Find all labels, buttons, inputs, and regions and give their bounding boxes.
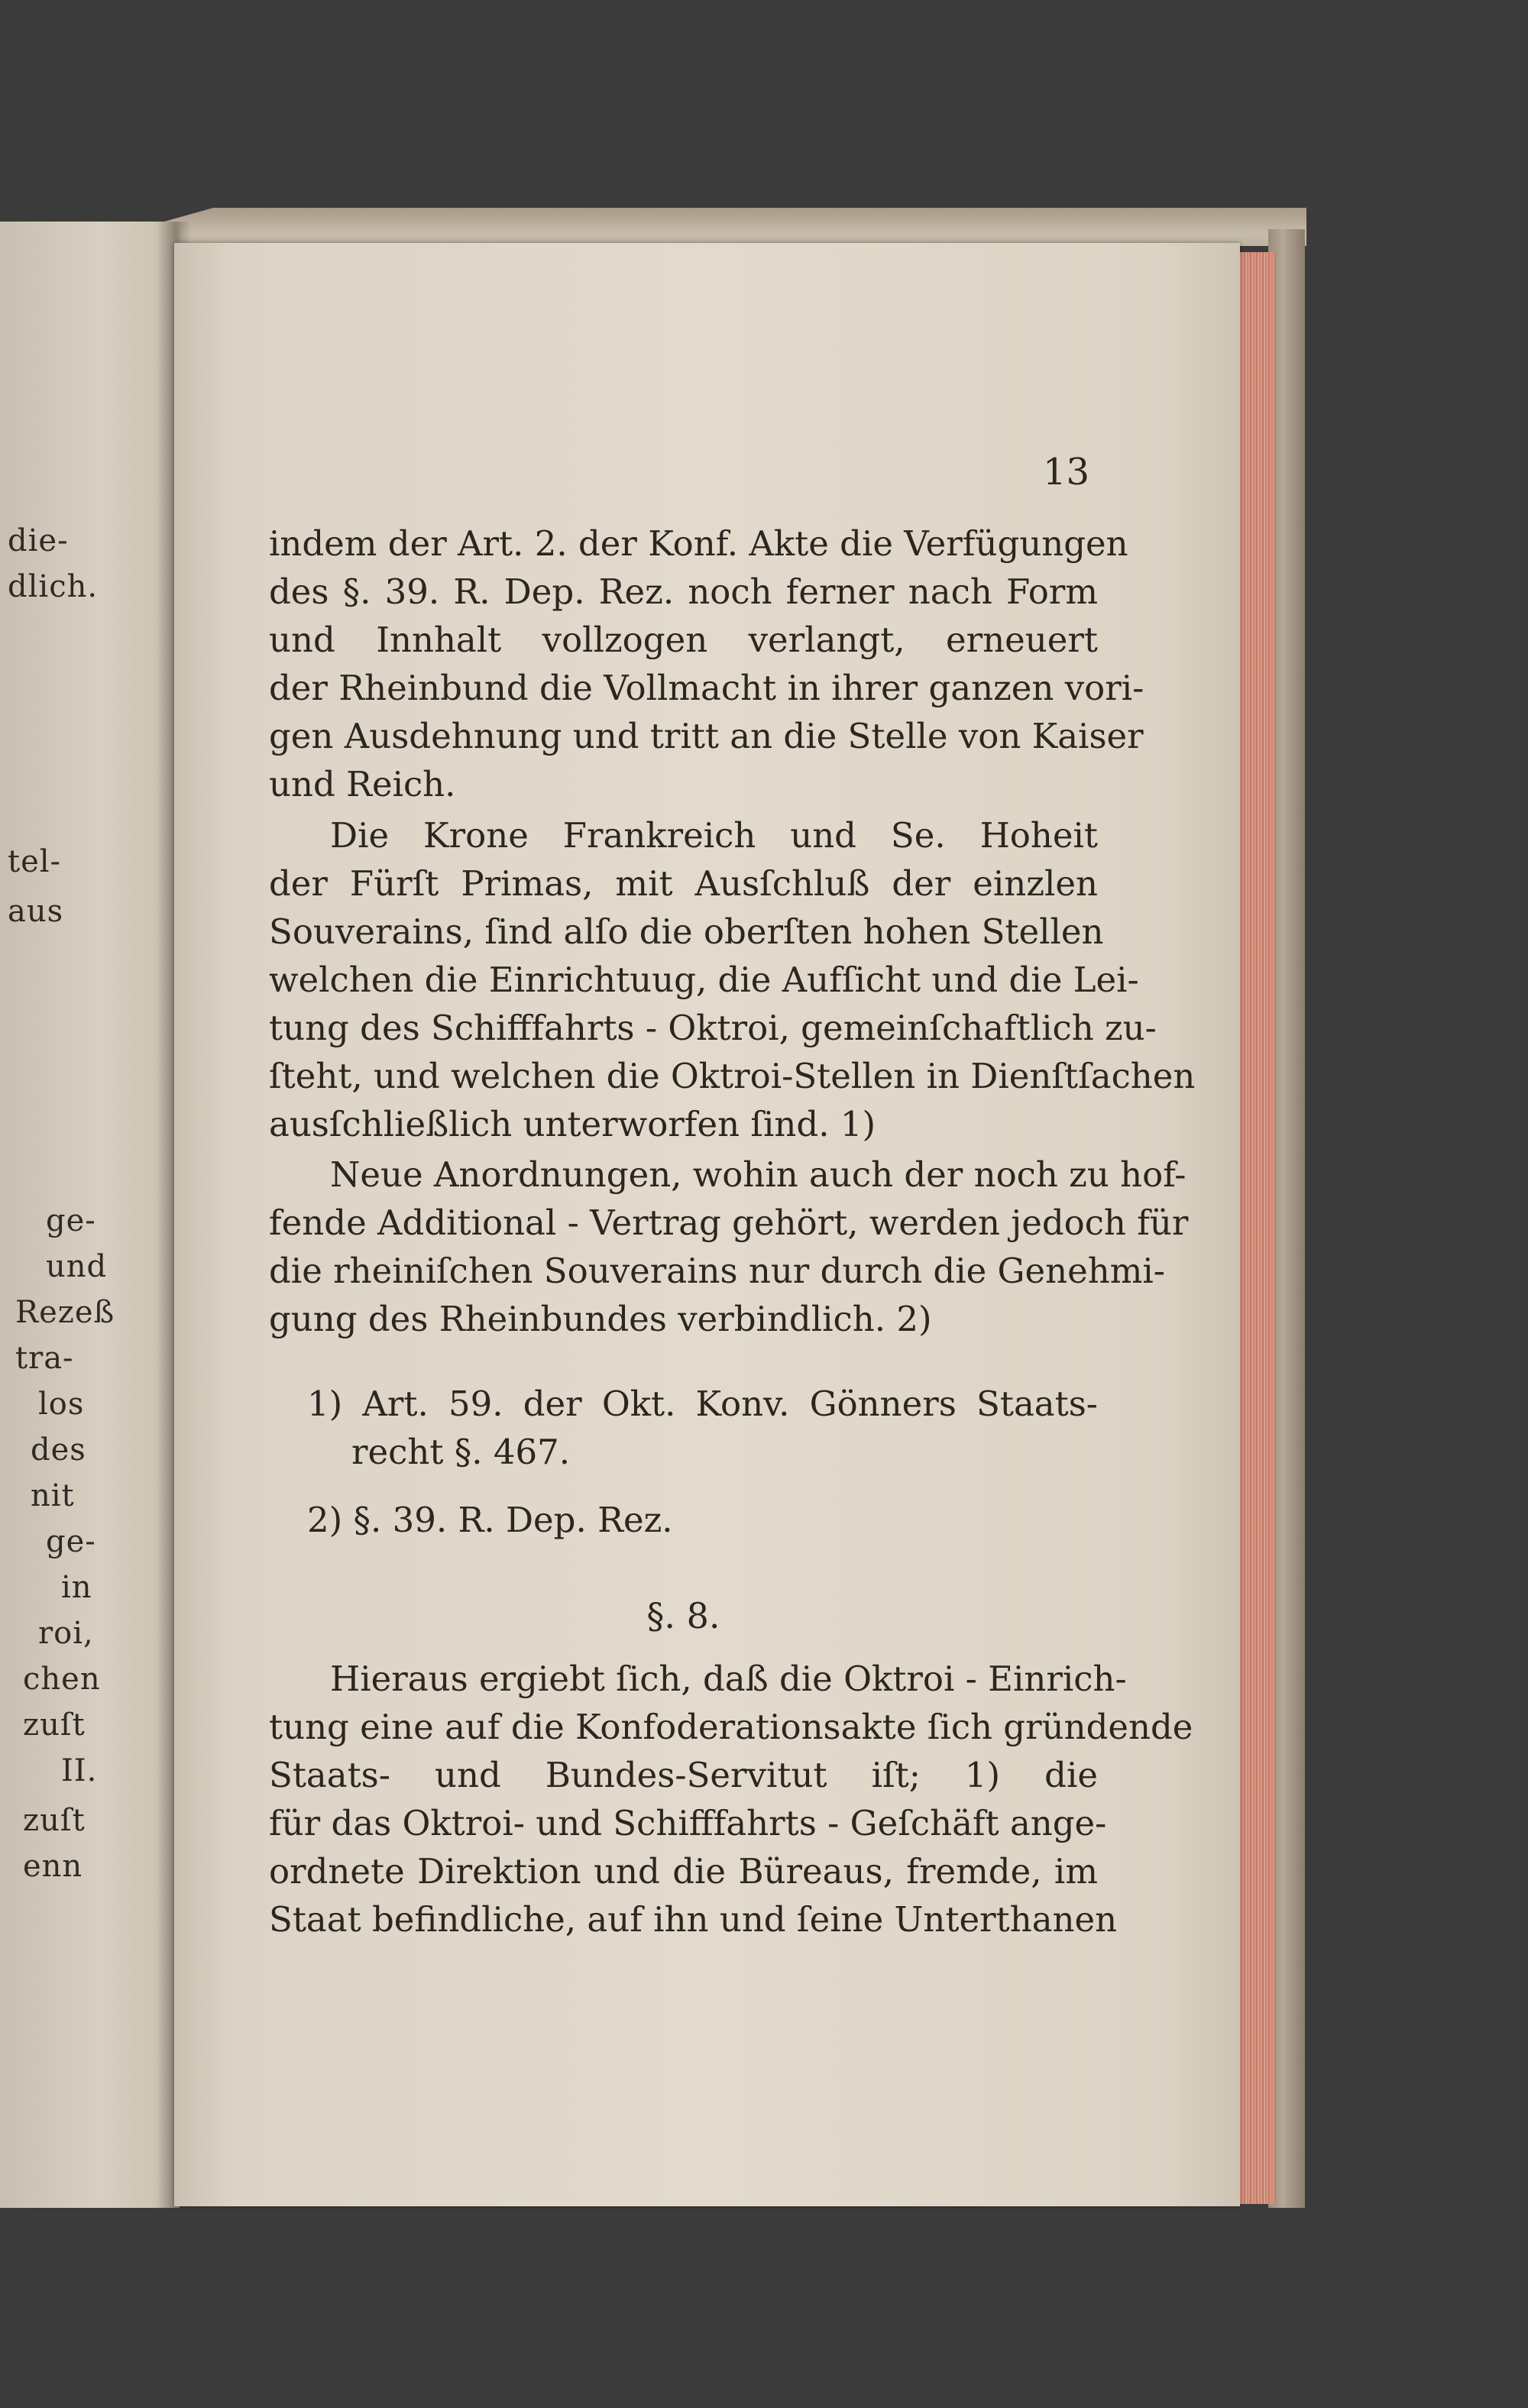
text-line: Staats- und Bundes-Servitut iſt; 1) die bbox=[269, 1755, 1098, 1795]
left-fragment: dlich. bbox=[8, 569, 99, 604]
left-fragment: tel- bbox=[8, 844, 62, 879]
left-fragment: chen bbox=[23, 1662, 101, 1697]
text-line: und Innhalt vollzogen verlangt, erneuert bbox=[269, 620, 1098, 660]
text-line: der Fürſt Primas, mit Ausſchluß der einzlen bbox=[269, 863, 1098, 904]
text-line: für das Oktroi- und Schifffahrts - Geſchäft ange- bbox=[269, 1803, 1107, 1843]
left-fragment: des bbox=[31, 1432, 86, 1468]
text-line: Neue Anordnungen, wohin auch der noch zu hof- bbox=[330, 1154, 1186, 1195]
left-fragment: II. bbox=[61, 1753, 98, 1788]
left-fragment: aus bbox=[8, 894, 64, 929]
text-line: ſteht, und welchen die Oktroi-Stellen in Dienſtſachen bbox=[269, 1056, 1196, 1096]
left-fragment: roi, bbox=[38, 1616, 94, 1651]
left-fragment: ge- bbox=[46, 1203, 96, 1238]
text-line: welchen die Einrichtuug, die Aufſicht und die Lei- bbox=[269, 960, 1139, 1000]
text-line: der Rheinbund die Vollmacht in ihrer ganzen vori- bbox=[269, 668, 1144, 708]
footnote: 1) Art. 59. der Okt. Konv. Gönners Staats- bbox=[307, 1384, 1098, 1424]
text-line: tung des Schifffahrts - Oktroi, gemeinſchaftlich zu- bbox=[269, 1008, 1157, 1048]
text-line: die rheiniſchen Souverains nur durch die Genehmi- bbox=[269, 1251, 1165, 1291]
text-line: Staat befindliche, auf ihn und ſeine Unterthanen bbox=[269, 1899, 1118, 1940]
left-fragment: zuſt bbox=[23, 1707, 86, 1743]
text-line: fende Additional - Vertrag gehört, werden jedoch für bbox=[269, 1202, 1189, 1243]
text-line: des §. 39. R. Dep. Rez. noch ferner nach Form bbox=[269, 571, 1098, 612]
page-number: 13 bbox=[1043, 451, 1090, 494]
text-line: gung des Rheinbundes verbindlich. 2) bbox=[269, 1299, 932, 1339]
footnote: recht §. 467. bbox=[351, 1432, 571, 1472]
left-fragment: ge- bbox=[46, 1524, 96, 1559]
left-page bbox=[0, 222, 180, 2208]
footnote: 2) §. 39. R. Dep. Rez. bbox=[307, 1500, 673, 1540]
left-fragment: in bbox=[61, 1570, 92, 1605]
text-line: gen Ausdehnung und tritt an die Stelle von Kaiser bbox=[269, 716, 1144, 756]
text-line: Hieraus ergiebt ſich, daß die Oktroi - Einrich- bbox=[330, 1659, 1127, 1699]
book-top-edge bbox=[92, 208, 1306, 246]
left-fragment: tra- bbox=[15, 1341, 74, 1376]
text-line: indem der Art. 2. der Konf. Akte die Verfügungen bbox=[269, 523, 1128, 564]
left-fragment: los bbox=[38, 1387, 85, 1422]
text-line: und Reich. bbox=[269, 764, 456, 804]
text-line: tung eine auf die Konfoderationsakte ſich gründende bbox=[269, 1707, 1193, 1747]
left-fragment: nit bbox=[31, 1478, 75, 1513]
left-fragment: enn bbox=[23, 1849, 83, 1884]
text-line: ordnete Direktion und die Büreaus, fremde, im bbox=[269, 1851, 1098, 1892]
text-line: Die Krone Frankreich und Se. Hoheit bbox=[330, 815, 1098, 856]
text-line: Souverains, ſind alſo die oberſten hohen Stellen bbox=[269, 911, 1104, 952]
left-fragment: und bbox=[46, 1249, 108, 1284]
text-line: ausſchließlich unterworfen ſind. 1) bbox=[269, 1104, 876, 1144]
left-fragment: die- bbox=[8, 523, 69, 558]
left-fragment: zuſt bbox=[23, 1803, 86, 1838]
left-fragment: Rezeß bbox=[15, 1295, 115, 1330]
section-heading: §. 8. bbox=[646, 1595, 720, 1636]
